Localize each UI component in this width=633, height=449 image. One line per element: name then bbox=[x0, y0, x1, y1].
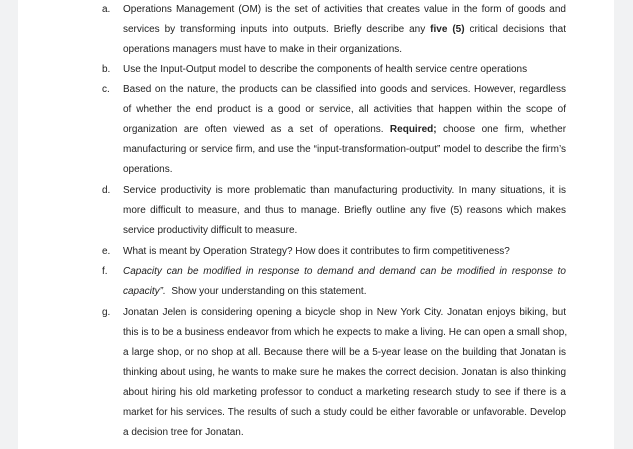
text-line bbox=[123, 120, 566, 140]
text-line: Jonatan Jelen is considering opening a bicycle shop in New York City. Jonatan enjoys biking, but bbox=[123, 307, 566, 318]
question-g-marker: g. bbox=[102, 307, 111, 318]
bold-text: Required; bbox=[389, 124, 437, 135]
text-line: Based on the nature, the products can be classified into goods and services. However, regardless bbox=[123, 84, 566, 95]
question-a-marker: a. bbox=[102, 4, 111, 15]
text-line bbox=[123, 20, 566, 40]
text-span: organization are often viewed as a set of operations. bbox=[123, 124, 384, 135]
text-line: Operations Management (OM) is the set of activities that creates value in the form of goods and bbox=[123, 4, 566, 15]
text-line: thinking about using, he wants to make sure he makes the correct decision. Jonatan is also thinking bbox=[123, 367, 566, 378]
text-line: about hiring his old marketing professor to conduct a marketing research study to see if there is a bbox=[123, 387, 566, 398]
text-line: operations managers must have to make in their organizations. bbox=[123, 44, 403, 55]
text-line: this is to be a business endeavor from which he expects to make a living. He can open a small shop, bbox=[123, 327, 568, 338]
question-e-marker: e. bbox=[102, 246, 111, 257]
bold-text: five (5) bbox=[430, 24, 465, 35]
text-line: Service productivity is more problematic than manufacturing productivity. In many situations, it is bbox=[123, 185, 566, 196]
text-line: market for his services. The results of such a study could be either favorable or unfavorable. Develop bbox=[123, 407, 566, 418]
text-line: a large shop, or no shop at all. Because there will be a 5-year lease on the building that Jonatan is bbox=[123, 347, 566, 358]
text-line: a decision tree for Jonatan. bbox=[123, 427, 244, 438]
text-span: services by transforming inputs into outputs. Briefly describe any bbox=[123, 24, 426, 35]
question-b-marker: b. bbox=[102, 64, 111, 75]
text-span: critical decisions that bbox=[469, 24, 567, 35]
text-line bbox=[123, 282, 566, 302]
question-d-marker: d. bbox=[102, 185, 111, 196]
italic-text: capacity”. bbox=[123, 286, 166, 297]
text-line: Use the Input-Output model to describe the components of health service centre operations bbox=[123, 64, 528, 75]
question-c-marker: c. bbox=[102, 84, 110, 95]
italic-text-line: Capacity can be modified in response to demand and demand can be modified in response to bbox=[123, 266, 566, 277]
text-line: operations. bbox=[123, 164, 173, 175]
text-line: manufacturing or service firm, and use the “input-transformation-output” model to describe the firm’s bbox=[123, 144, 566, 155]
text-line: What is meant by Operation Strategy? How does it contributes to firm competitiveness? bbox=[123, 246, 510, 257]
text-line: of whether the end product is a good or service, all activities that happen within the scope of bbox=[123, 104, 566, 115]
text-span: Show your understanding on this statement. bbox=[171, 286, 367, 297]
text-line: more difficult to measure, and thus to manage. Briefly outline any five (5) reasons which makes bbox=[123, 205, 566, 216]
question-f-marker: f. bbox=[102, 266, 108, 277]
text-line: service productivity difficult to measure. bbox=[123, 225, 298, 236]
document-page bbox=[18, 0, 614, 449]
text-span: choose one firm, whether bbox=[442, 124, 567, 135]
